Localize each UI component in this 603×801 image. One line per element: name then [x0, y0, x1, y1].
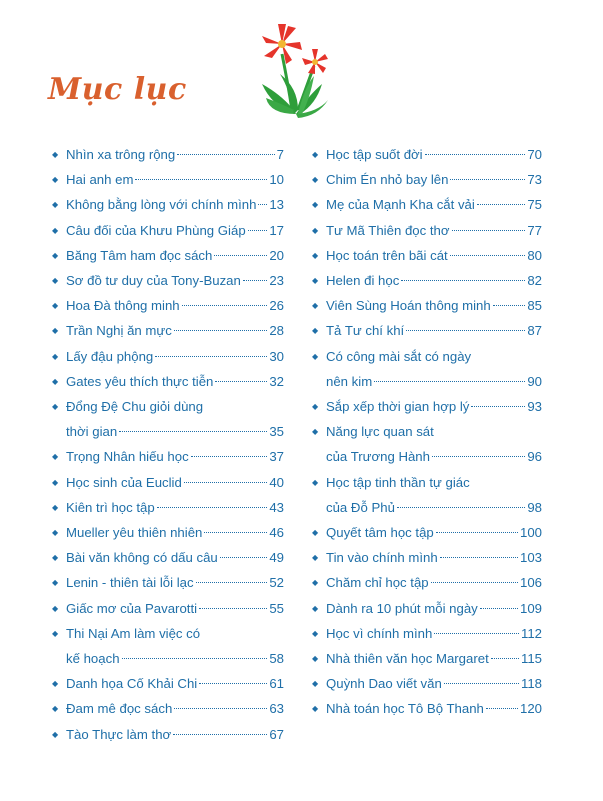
toc-page-number: 43 — [269, 499, 284, 515]
diamond-bullet-icon: ◆ — [312, 326, 319, 336]
toc-entry[interactable] — [312, 192, 542, 217]
toc-entry[interactable] — [312, 293, 542, 318]
dot-leader — [493, 305, 526, 306]
toc-entry-title: Nhìn xa trông rộng — [66, 147, 176, 162]
toc-entry-title: Học tập suốt đời — [326, 147, 423, 162]
toc-page-number: 112 — [520, 625, 542, 641]
toc-entry-title: Trọng Nhân hiếu học — [66, 449, 189, 465]
toc-entry-title: kế hoạch — [66, 651, 120, 667]
diamond-bullet-icon: ◆ — [52, 729, 59, 739]
toc-page-number: 77 — [527, 222, 542, 238]
toc-entry[interactable] — [52, 318, 284, 343]
toc-entry-title: Băng Tâm ham đọc sách — [66, 247, 213, 263]
dot-leader — [436, 532, 518, 533]
toc-page-number: 90 — [527, 373, 542, 389]
dot-leader — [155, 356, 267, 357]
diamond-bullet-icon: ◆ — [52, 452, 59, 462]
dot-leader — [450, 179, 525, 180]
toc-entry-title: Tư Mã Thiên đọc thơ — [326, 222, 450, 238]
dot-leader — [173, 734, 267, 735]
toc-page-number: 10 — [269, 172, 284, 188]
dot-leader — [477, 204, 526, 205]
toc-entry[interactable] — [312, 696, 542, 721]
toc-entry[interactable] — [312, 243, 542, 268]
toc-entry-title: của Đỗ Phủ — [326, 499, 395, 515]
toc-entry[interactable] — [312, 621, 542, 646]
toc-entry[interactable] — [52, 545, 284, 570]
toc-entry[interactable] — [312, 646, 542, 671]
diamond-bullet-icon: ◆ — [52, 679, 59, 689]
dot-leader — [177, 154, 274, 155]
diamond-bullet-icon: ◆ — [312, 301, 319, 311]
dot-leader — [199, 683, 267, 684]
toc-entry[interactable] — [312, 142, 542, 167]
toc-page-number: 115 — [520, 651, 542, 667]
dot-leader — [184, 482, 268, 483]
dot-leader — [450, 255, 526, 256]
diamond-bullet-icon: ◆ — [312, 175, 319, 185]
diamond-bullet-icon: ◆ — [52, 402, 59, 412]
toc-entry[interactable] — [52, 344, 284, 369]
toc-entry-title: Học toán trên bãi cát — [326, 247, 448, 263]
diamond-bullet-icon: ◆ — [312, 477, 319, 487]
toc-page-number: 30 — [269, 348, 284, 364]
toc-entry[interactable] — [52, 495, 284, 520]
toc-entry-title: Nhà thiên văn học Margaret — [326, 651, 489, 667]
toc-entry-title: Sắp xếp thời gian hợp lý — [326, 399, 470, 415]
dot-leader — [215, 381, 267, 382]
toc-entry-title: Bài văn không có dấu câu — [66, 550, 218, 566]
toc-page-number: 109 — [519, 600, 542, 616]
dot-leader — [119, 431, 267, 432]
toc-entry-title: Tào Thực làm thơ — [66, 726, 172, 742]
toc-entry[interactable] — [52, 167, 284, 192]
dot-leader — [406, 330, 525, 331]
dot-leader — [174, 708, 267, 709]
dot-leader — [434, 633, 519, 634]
flower-illustration — [252, 14, 336, 124]
dot-leader — [397, 507, 525, 508]
toc-page-number: 82 — [527, 273, 542, 289]
toc-entry[interactable] — [52, 369, 284, 394]
toc-entry[interactable] — [312, 545, 542, 570]
dot-leader — [452, 230, 526, 231]
dot-leader — [471, 406, 525, 407]
toc-entry[interactable] — [52, 192, 284, 217]
toc-entry[interactable] — [52, 470, 284, 495]
dot-leader — [196, 582, 268, 583]
diamond-bullet-icon: ◆ — [52, 250, 59, 260]
diamond-bullet-icon: ◆ — [52, 603, 59, 613]
toc-page-number: 96 — [527, 449, 542, 465]
diamond-bullet-icon: ◆ — [52, 528, 59, 538]
toc-entry-title: Tin vào chính mình — [326, 550, 438, 566]
toc-entry-title: Đổng Đệ Chu giỏi dùng — [66, 399, 204, 415]
dot-leader — [431, 582, 518, 583]
toc-entry-title: Danh họa Cố Khải Chi — [66, 676, 198, 692]
toc-entry[interactable] — [52, 268, 284, 293]
dot-leader — [425, 154, 526, 155]
toc-entry[interactable] — [52, 520, 284, 545]
diamond-bullet-icon: ◆ — [312, 628, 319, 638]
toc-entry-title: Sơ đồ tư duy của Tony-Buzan — [66, 273, 241, 289]
toc-entry-title: Helen đi học — [326, 273, 400, 289]
toc-entry-title: Trần Nghị ăn mực — [66, 323, 172, 339]
toc-entry[interactable] — [312, 671, 542, 696]
toc-page-number: 28 — [269, 323, 284, 339]
dot-leader — [214, 255, 267, 256]
toc-page-number: 106 — [519, 575, 542, 591]
dot-leader — [401, 280, 525, 281]
toc-entry-title: Không bằng lòng với chính mình — [66, 197, 257, 213]
toc-entry[interactable] — [52, 218, 284, 243]
toc-page-number: 52 — [269, 575, 284, 591]
diamond-bullet-icon: ◆ — [52, 704, 59, 714]
toc-page-number: 103 — [519, 550, 542, 566]
toc-column-left — [52, 142, 284, 747]
dot-leader — [182, 305, 268, 306]
dot-leader — [191, 456, 268, 457]
toc-entry[interactable] — [312, 470, 542, 520]
diamond-bullet-icon: ◆ — [312, 578, 319, 588]
toc-entry-title: Viên Sùng Hoán thông minh — [326, 298, 491, 314]
toc-entry-title: Năng lực quan sát — [326, 424, 434, 440]
diamond-bullet-icon: ◆ — [52, 578, 59, 588]
toc-entry-title: Học tập tinh thần tự giác — [326, 474, 470, 490]
toc-page-number: 40 — [269, 474, 284, 490]
toc-entry[interactable] — [52, 394, 284, 444]
toc-entry-title: Đam mê đọc sách — [66, 701, 173, 717]
diamond-bullet-icon: ◆ — [312, 679, 319, 689]
dot-leader — [258, 204, 267, 205]
toc-entry[interactable] — [52, 671, 284, 696]
toc-page-number: 20 — [269, 247, 284, 263]
toc-entry-title: Hoa Đà thông minh — [66, 298, 180, 314]
diamond-bullet-icon: ◆ — [312, 200, 319, 210]
diamond-bullet-icon: ◆ — [312, 427, 319, 437]
toc-page-number: 118 — [520, 676, 542, 692]
toc-page-number: 7 — [276, 147, 284, 162]
diamond-bullet-icon: ◆ — [52, 351, 59, 361]
toc-entry[interactable] — [312, 167, 542, 192]
dot-leader — [157, 507, 268, 508]
toc-entry-title: Gates yêu thích thực tiễn — [66, 373, 214, 389]
toc-entry-title: thời gian — [66, 424, 118, 440]
diamond-bullet-icon: ◆ — [52, 175, 59, 185]
toc-page-number: 17 — [269, 222, 284, 238]
toc-page-number: 85 — [527, 298, 542, 314]
diamond-bullet-icon: ◆ — [52, 477, 59, 487]
toc-entry[interactable] — [312, 520, 542, 545]
toc-entry-title: Quỳnh Dao viết văn — [326, 676, 442, 692]
toc-entry-title: Giấc mơ của Pavarotti — [66, 600, 198, 616]
toc-page-number: 67 — [269, 726, 284, 742]
toc-entry[interactable] — [52, 621, 284, 671]
toc-page-number: 70 — [527, 147, 542, 162]
toc-page-number: 23 — [269, 273, 284, 289]
toc-entry-title: nên kim — [326, 373, 373, 389]
toc-page-number: 75 — [527, 197, 542, 213]
dot-leader — [135, 179, 267, 180]
page-title: Mục lục — [48, 72, 187, 107]
toc-entry-title: Chim Én nhỏ bay lên — [326, 172, 449, 188]
toc-entry-title: Chăm chỉ học tập — [326, 575, 429, 591]
diamond-bullet-icon: ◆ — [312, 276, 319, 286]
dot-leader — [243, 280, 267, 281]
dot-leader — [174, 330, 268, 331]
toc-entry[interactable] — [52, 293, 284, 318]
toc-entry-title: Câu đối của Khưu Phùng Giáp — [66, 222, 246, 238]
toc-entry[interactable] — [312, 218, 542, 243]
toc-page-number: 13 — [269, 197, 284, 213]
toc-entry-title: Nhà toán học Tô Bộ Thanh — [326, 701, 484, 717]
toc-entry[interactable] — [52, 444, 284, 469]
toc-entry-title: Hai anh em — [66, 172, 134, 188]
dot-leader — [440, 557, 518, 558]
toc-page-number: 73 — [527, 172, 542, 188]
dot-leader — [480, 608, 518, 609]
diamond-bullet-icon: ◆ — [312, 402, 319, 412]
diamond-bullet-icon: ◆ — [52, 326, 59, 336]
diamond-bullet-icon: ◆ — [312, 704, 319, 714]
toc-page-number: 26 — [269, 298, 284, 314]
toc-entry[interactable] — [52, 243, 284, 268]
toc-entry-title: Kiên trì học tập — [66, 499, 155, 515]
diamond-bullet-icon: ◆ — [52, 502, 59, 512]
toc-page-number: 35 — [269, 424, 284, 440]
diamond-bullet-icon: ◆ — [312, 654, 319, 664]
diamond-bullet-icon: ◆ — [52, 376, 59, 386]
toc-entry[interactable] — [52, 142, 284, 167]
diamond-bullet-icon: ◆ — [312, 150, 319, 159]
toc-page-number: 100 — [519, 525, 542, 541]
toc-page-number: 93 — [527, 399, 542, 415]
toc-entry-title: Mẹ của Mạnh Kha cắt vải — [326, 197, 475, 213]
toc-entry-title: Lenin - thiên tài lỗi lạc — [66, 575, 194, 591]
dot-leader — [248, 230, 268, 231]
diamond-bullet-icon: ◆ — [312, 603, 319, 613]
toc-entry[interactable] — [312, 596, 542, 621]
diamond-bullet-icon: ◆ — [52, 200, 59, 210]
toc-entry[interactable] — [312, 570, 542, 595]
toc-entry[interactable] — [52, 696, 284, 721]
toc-entry[interactable] — [312, 394, 542, 419]
toc-page-number: 120 — [519, 701, 542, 717]
diamond-bullet-icon: ◆ — [52, 225, 59, 235]
toc-entry-title: Tả Tư chí khí — [326, 323, 405, 339]
toc-page-number: 37 — [269, 449, 284, 465]
toc-page-number: 87 — [527, 323, 542, 339]
diamond-bullet-icon: ◆ — [52, 150, 59, 159]
toc-entry-title: Mueller yêu thiên nhiên — [66, 525, 203, 541]
toc-page-number: 55 — [269, 600, 284, 616]
toc-entry-title: của Trương Hành — [326, 449, 430, 465]
toc-entry-title: Quyết tâm học tập — [326, 525, 434, 541]
dot-leader — [204, 532, 267, 533]
dot-leader — [432, 456, 525, 457]
toc-page-number: 98 — [527, 499, 542, 515]
toc-entry[interactable] — [52, 722, 284, 747]
diamond-bullet-icon: ◆ — [312, 528, 319, 538]
dot-leader — [199, 608, 267, 609]
diamond-bullet-icon: ◆ — [312, 225, 319, 235]
toc-entry[interactable] — [312, 344, 542, 394]
diamond-bullet-icon: ◆ — [312, 553, 319, 563]
toc-page-number: 46 — [269, 525, 284, 541]
diamond-bullet-icon: ◆ — [52, 276, 59, 286]
diamond-bullet-icon: ◆ — [52, 553, 59, 563]
diamond-bullet-icon: ◆ — [312, 250, 319, 260]
toc-entry-title: Dành ra 10 phút mỗi ngày — [326, 600, 478, 616]
dot-leader — [486, 708, 518, 709]
diamond-bullet-icon: ◆ — [52, 301, 59, 311]
toc-page-number: 61 — [269, 676, 284, 692]
toc-page-number: 80 — [527, 247, 542, 263]
toc-entry[interactable] — [52, 570, 284, 595]
diamond-bullet-icon: ◆ — [52, 628, 59, 638]
toc-page-number: 32 — [269, 373, 284, 389]
toc-entry[interactable] — [312, 318, 542, 343]
diamond-bullet-icon: ◆ — [312, 351, 319, 361]
toc-entry[interactable] — [312, 419, 542, 469]
dot-leader — [374, 381, 525, 382]
toc-column-right — [312, 142, 542, 722]
toc-page-number: 49 — [269, 550, 284, 566]
toc-entry-title: Thi Nại Am làm việc có — [66, 625, 201, 641]
toc-page-number: 58 — [269, 651, 284, 667]
toc-entry-title: Có công mài sắt có ngày — [326, 348, 472, 364]
toc-entry[interactable] — [312, 268, 542, 293]
dot-leader — [444, 683, 519, 684]
toc-entry-title: Học sinh của Euclid — [66, 474, 182, 490]
toc-page-number: 63 — [269, 701, 284, 717]
dot-leader — [491, 658, 519, 659]
toc-entry-title: Học vì chính mình — [326, 625, 433, 641]
dot-leader — [122, 658, 268, 659]
toc-entry[interactable] — [52, 596, 284, 621]
dot-leader — [220, 557, 268, 558]
toc-entry-title: Lấy đậu phộng — [66, 348, 154, 364]
